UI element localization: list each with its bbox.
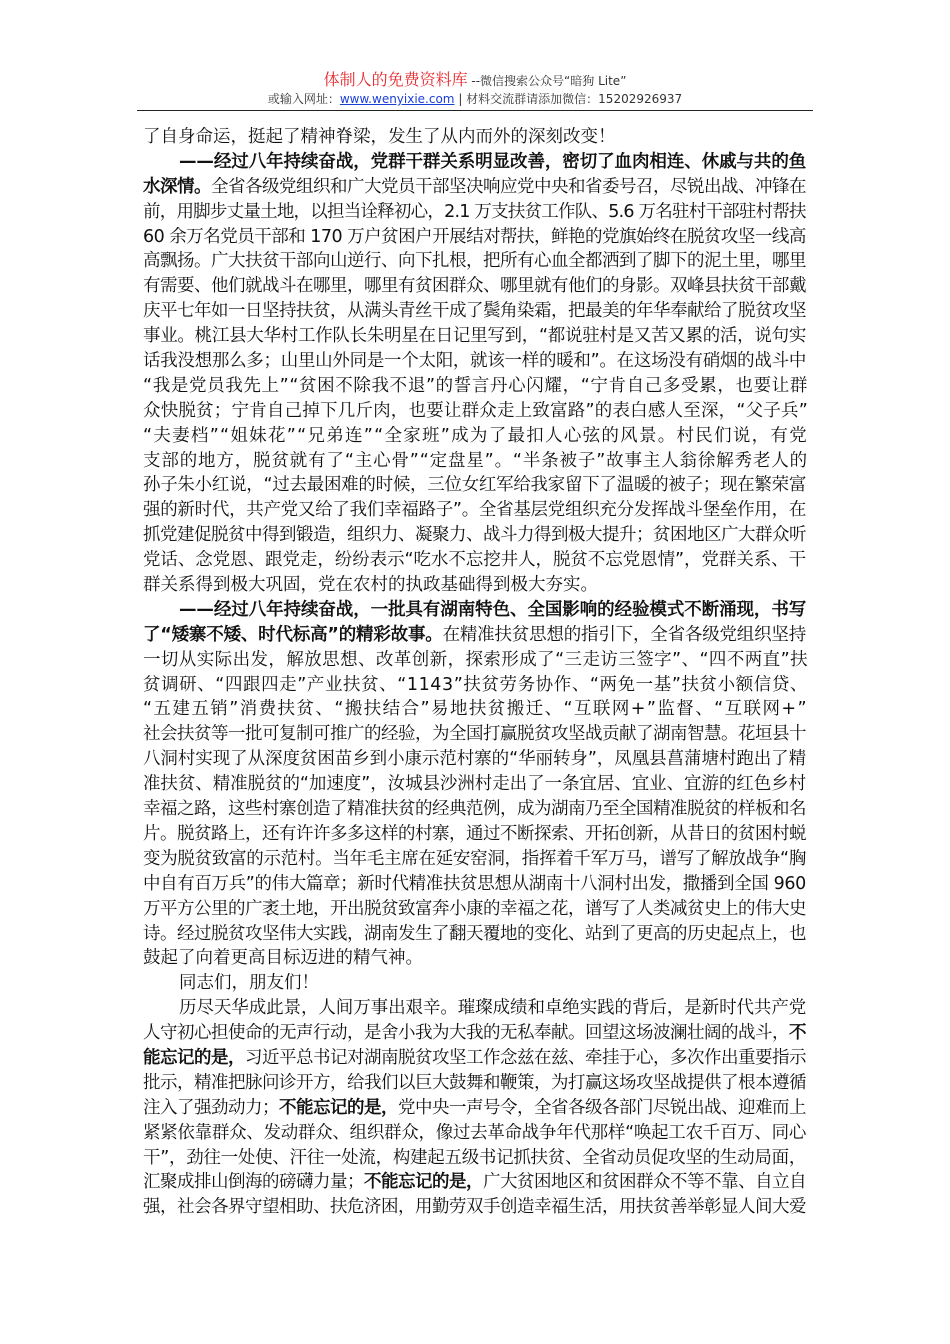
text-run: 前，用脚步丈量土地，以担当诠释初心，2.1 万支扶贫工作队、5.6 万名驻村干部驻村帮扶 (143, 201, 806, 222)
text-run: 高飘扬。广大扶贫干部向山逆行、向下扎根，把所有心血全都洒到了脚下的泥土里，哪里 (143, 251, 807, 272)
text-run: 庆平七年如一日坚持扶贫，从满头青丝干成了鬓角染霜，把最美的年华奉献给了脱贫攻坚 (143, 301, 807, 322)
text-line (143, 249, 808, 274)
site-title: 体制人的免费资料库 (323, 70, 468, 89)
bold-text: 了“矮寨不矮、时代标高”的精彩故事。 (143, 624, 443, 645)
header-divider (137, 110, 813, 111)
text-line (143, 623, 808, 648)
text-run: 强的新时代，共产党又给了我们幸福路子”。全省基层党组织充分发挥战斗堡垒作用，在 (143, 500, 807, 521)
text-line (143, 424, 808, 449)
text-line (143, 1121, 808, 1146)
text-line (143, 822, 808, 847)
text-line (143, 673, 808, 698)
text-run: 全省各级党组织和广大党员干部坚决响应党中央和省委号召，尽锐出战、冲锋在 (211, 176, 807, 197)
text-run: 干”，劲往一处使、汗往一处流，构建起五级书记抓扶贫、全省动员促攻坚的生动局面， (143, 1147, 807, 1168)
header-title-line (0, 70, 950, 91)
bold-text: 不能忘记的是， (364, 1172, 484, 1193)
contact-info: | 材料交流群请添加微信：15202926937 (454, 92, 683, 106)
text-line (143, 548, 808, 573)
text-line (143, 573, 808, 598)
text-run: 有需要、他们就战斗在哪里，哪里有贫困群众、哪里就有他们的身影。双峰县扶贫干部戴 (143, 276, 807, 297)
text-line (143, 399, 808, 424)
text-line (143, 175, 808, 200)
header-contact-line (0, 91, 950, 108)
text-run: 人守初心担使命的无声行动，是舍小我为大我的无私奉献。回望这场波澜壮阔的战斗， (143, 1023, 790, 1044)
text-line (143, 225, 808, 250)
text-line (143, 722, 808, 747)
text-run: 党中央一声号令，全省各级各部门尽锐出战、迎难而上 (398, 1097, 807, 1118)
text-line (143, 473, 808, 498)
text-run: 孙子朱小红说，“过去最困难的时候，三位女红军给我家留下了温暖的被子；现在繁荣富 (143, 475, 807, 496)
text-run: 群关系得到极大巩固，党在农村的执政基础得到极大夯实。 (143, 575, 598, 596)
text-run: 鼓起了向着更高目标迈进的精气神。 (143, 948, 423, 969)
text-run: 汇聚成排山倒海的磅礴力量； (143, 1172, 365, 1193)
text-run: “我是党员我先上”“贫困不除我不退”的誓言丹心闪耀，“宁肯自己多受累，也要让群 (143, 375, 808, 396)
text-line (143, 946, 808, 971)
text-run: 历尽天华成此景，人间万事出艰辛。璀璨成绩和卓绝实践的背后，是新时代共产党 (179, 998, 807, 1019)
text-line (143, 1195, 808, 1220)
text-run: 批示，精准把脉问诊开方，给我们以巨大鼓舞和鞭策，为打赢这场攻坚战提供了根本遵循 (143, 1072, 807, 1093)
text-run: 支部的地方，脱贫就有了“主心骨”“定盘星”。“半条被子”故事主人翁徐解秀老人的 (143, 450, 808, 471)
text-run: 幸福之路，这些村寨创造了精准扶贫的经典范例，成为湖南乃至全国精准脱贫的样板和名 (143, 799, 807, 820)
site-subtitle: --微信搜索公众号“暗狗 Lite” (467, 74, 627, 88)
text-line (143, 324, 808, 349)
text-line (143, 971, 808, 996)
text-run: “五建五销”消费扶贫、“搬扶结合”易地扶贫搬迁、“互联网+”监督、“互联网+” (143, 699, 808, 720)
text-line (143, 523, 808, 548)
text-run: 贫调研、“四跟四走”产业扶贫、“1143”扶贫劳务协作、“两免一基”扶贫小额信贷、 (143, 674, 808, 695)
text-run: 准扶贫、精准脱贫的“加速度”，汝城县沙洲村走出了一条宜居、宜业、宜游的红色乡村 (143, 774, 807, 795)
text-run: 片。脱贫路上，还有许许多多这样的村寨，通过不断探索、开拓创新，从昔日的贫困村蜕 (143, 823, 807, 844)
text-run: 广大贫困地区和贫困群众不等不靠、自立自 (483, 1172, 807, 1193)
text-run: 注入了强劲动力； (143, 1097, 280, 1118)
text-line (143, 922, 808, 947)
text-run: 习近平总书记对湖南脱贫攻坚工作念兹在兹、牵挂于心，多次作出重要指示 (245, 1047, 807, 1068)
text-line (143, 1146, 808, 1171)
text-run: 八洞村实现了从深度贫困苗乡到小康示范村寨的“华丽转身”，凤凰县菖蒲塘村跑出了精 (143, 749, 807, 770)
text-line (143, 125, 808, 150)
text-run: 诗。经过脱贫攻坚伟大实践，湖南发生了翻天覆地的变化、站到了更高的历史起点上，也 (143, 923, 807, 944)
text-run: 强，社会各界守望相助、扶危济困，用勤劳双手创造幸福生活，用扶贫善举彰显人间大爱 (143, 1197, 807, 1218)
bold-text: 水深情。 (143, 176, 212, 197)
text-run: 中自有百万兵”的伟大篇章；新时代精准扶贫思想从湖南十八洞村出发，撒播到全国 960 (143, 873, 806, 894)
text-line (143, 150, 808, 175)
text-line (143, 374, 808, 399)
text-run: 在精准扶贫思想的指引下，全省各级党组织坚持 (442, 624, 807, 645)
text-run: 社会扶贫等一批可复制可推广的经验，为全国打赢脱贫攻坚战贡献了湖南智慧。花垣县十 (143, 724, 807, 745)
text-line (143, 747, 808, 772)
bold-text: ——经过八年持续奋战，一批具有湖南特色、全国影响的经验模式不断涌现，书写 (179, 599, 807, 620)
text-line (143, 349, 808, 374)
text-line (143, 847, 808, 872)
text-run: 万平方公里的广袤土地，开出脱贫致富奔小康的幸福之花，谱写了人类减贫史上的伟大史 (143, 898, 807, 919)
bold-text: 不能忘记的是， (279, 1097, 399, 1118)
text-run: 党话、念党恩、跟党走，纷纷表示“吃水不忘挖井人，脱贫不忘党恩情”，党群关系、干 (143, 550, 807, 571)
text-run: 抓党建促脱贫中得到锻造，组织力、凝聚力、战斗力得到极大提升；贫困地区广大群众听 (143, 525, 807, 546)
text-run: 紧紧依靠群众、发动群众、组织群众，像过去革命战争年代那样“唤起工农千百万、同心 (143, 1122, 807, 1143)
text-line (143, 449, 808, 474)
text-line (143, 299, 808, 324)
document-body (143, 125, 808, 1220)
text-line (143, 274, 808, 299)
text-line (143, 1096, 808, 1121)
text-run: 众快脱贫；宁肯自己掉下几斤肉，也要让群众走上致富路”的表白感人至深，“父子兵” (143, 400, 808, 421)
text-line (143, 1046, 808, 1071)
text-line (143, 598, 808, 623)
text-line (143, 1021, 808, 1046)
text-line (143, 1170, 808, 1195)
url-prefix: 或输入网址： (267, 92, 340, 106)
text-run: 60 余万名党员干部和 170 万户贫困户开展结对帮扶，鲜艳的党旗始终在脱贫攻坚一线高 (143, 226, 806, 247)
text-line (143, 897, 808, 922)
text-run: 变为脱贫致富的示范村。当年毛主席在延安窑洞，指挥着千军万马，谱写了解放战争“胸 (143, 848, 807, 869)
bold-text: ——经过八年持续奋战，党群干群关系明显改善，密切了血肉相连、休戚与共的鱼 (179, 151, 807, 172)
text-line (143, 200, 808, 225)
text-line (143, 498, 808, 523)
text-line (143, 996, 808, 1021)
text-run: 一切从实际出发，解放思想、改革创新，探索形成了“三走访三签字”、“四不两直”扶 (143, 649, 808, 670)
text-line (143, 1071, 808, 1096)
site-link[interactable]: www.wenyixie.com (339, 92, 455, 106)
text-line (143, 872, 808, 897)
text-run: “夫妻档”“姐妹花”“兄弟连”“全家班”成为了最扣人心弦的风景。村民们说，有党 (143, 425, 808, 446)
bold-text: 能忘记的是， (143, 1047, 246, 1068)
text-run: 同志们，朋友们！ (179, 973, 319, 994)
text-run: 话我没想那么多；山里山外同是一个太阳，就该一样的暖和”。在这场没有硝烟的战斗中 (143, 351, 807, 372)
text-line (143, 697, 808, 722)
text-line (143, 772, 808, 797)
text-run: 了自身命运，挺起了精神脊梁，发生了从内而外的深刻改变！ (143, 127, 616, 147)
text-run: 事业。桃江县大华村工作队长朱明星在日记里写到，“都说驻村是又苦又累的活，说句实 (143, 326, 807, 347)
text-line (143, 797, 808, 822)
text-line (143, 648, 808, 673)
bold-text: 不 (789, 1023, 807, 1044)
